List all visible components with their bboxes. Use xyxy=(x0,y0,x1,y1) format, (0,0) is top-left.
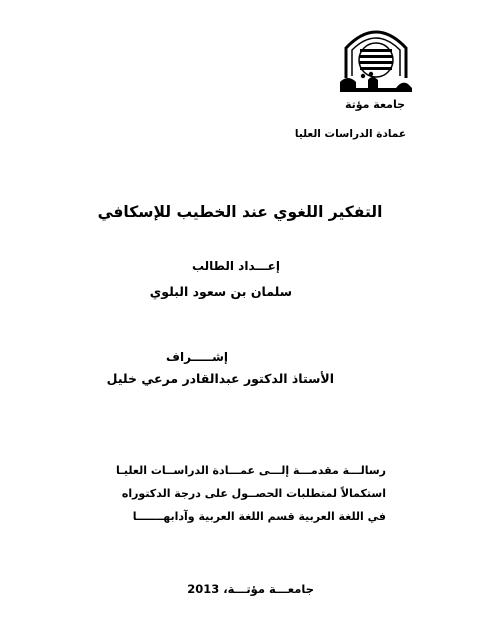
description-line-1: رسالـــة مقدمـــة إلـــى عمـــادة الدراســات العليـا xyxy=(116,464,386,477)
supervisor-name: الأستاذ الدكتور عبدالقادر مرعي خليل xyxy=(106,371,334,386)
supervision-label: إشـــــراف xyxy=(166,350,228,364)
footer-place: جامعـــة مؤتـــة، xyxy=(223,582,314,596)
university-logo-icon xyxy=(338,22,414,100)
student-name: سلمان بن سعود البلوي xyxy=(149,284,292,299)
thesis-title: التفكير اللغوي عند الخطيب للإسكافي xyxy=(97,203,383,221)
deanship-name: عمادة الدراسات العليا xyxy=(294,128,406,140)
footer-place-year xyxy=(187,582,314,596)
prepared-by-label: إعـــداد الطالب xyxy=(191,259,280,273)
university-name: جامعة مؤتة xyxy=(344,98,406,111)
footer-year: 2013 xyxy=(187,582,220,596)
description-line-3: في اللغة العربية قسم اللغة العربية وآدابهـــــــا xyxy=(132,510,386,523)
description-line-2: استكمالاً لمتطلبات الحصــول على درجة الدكتوراه xyxy=(121,487,386,500)
